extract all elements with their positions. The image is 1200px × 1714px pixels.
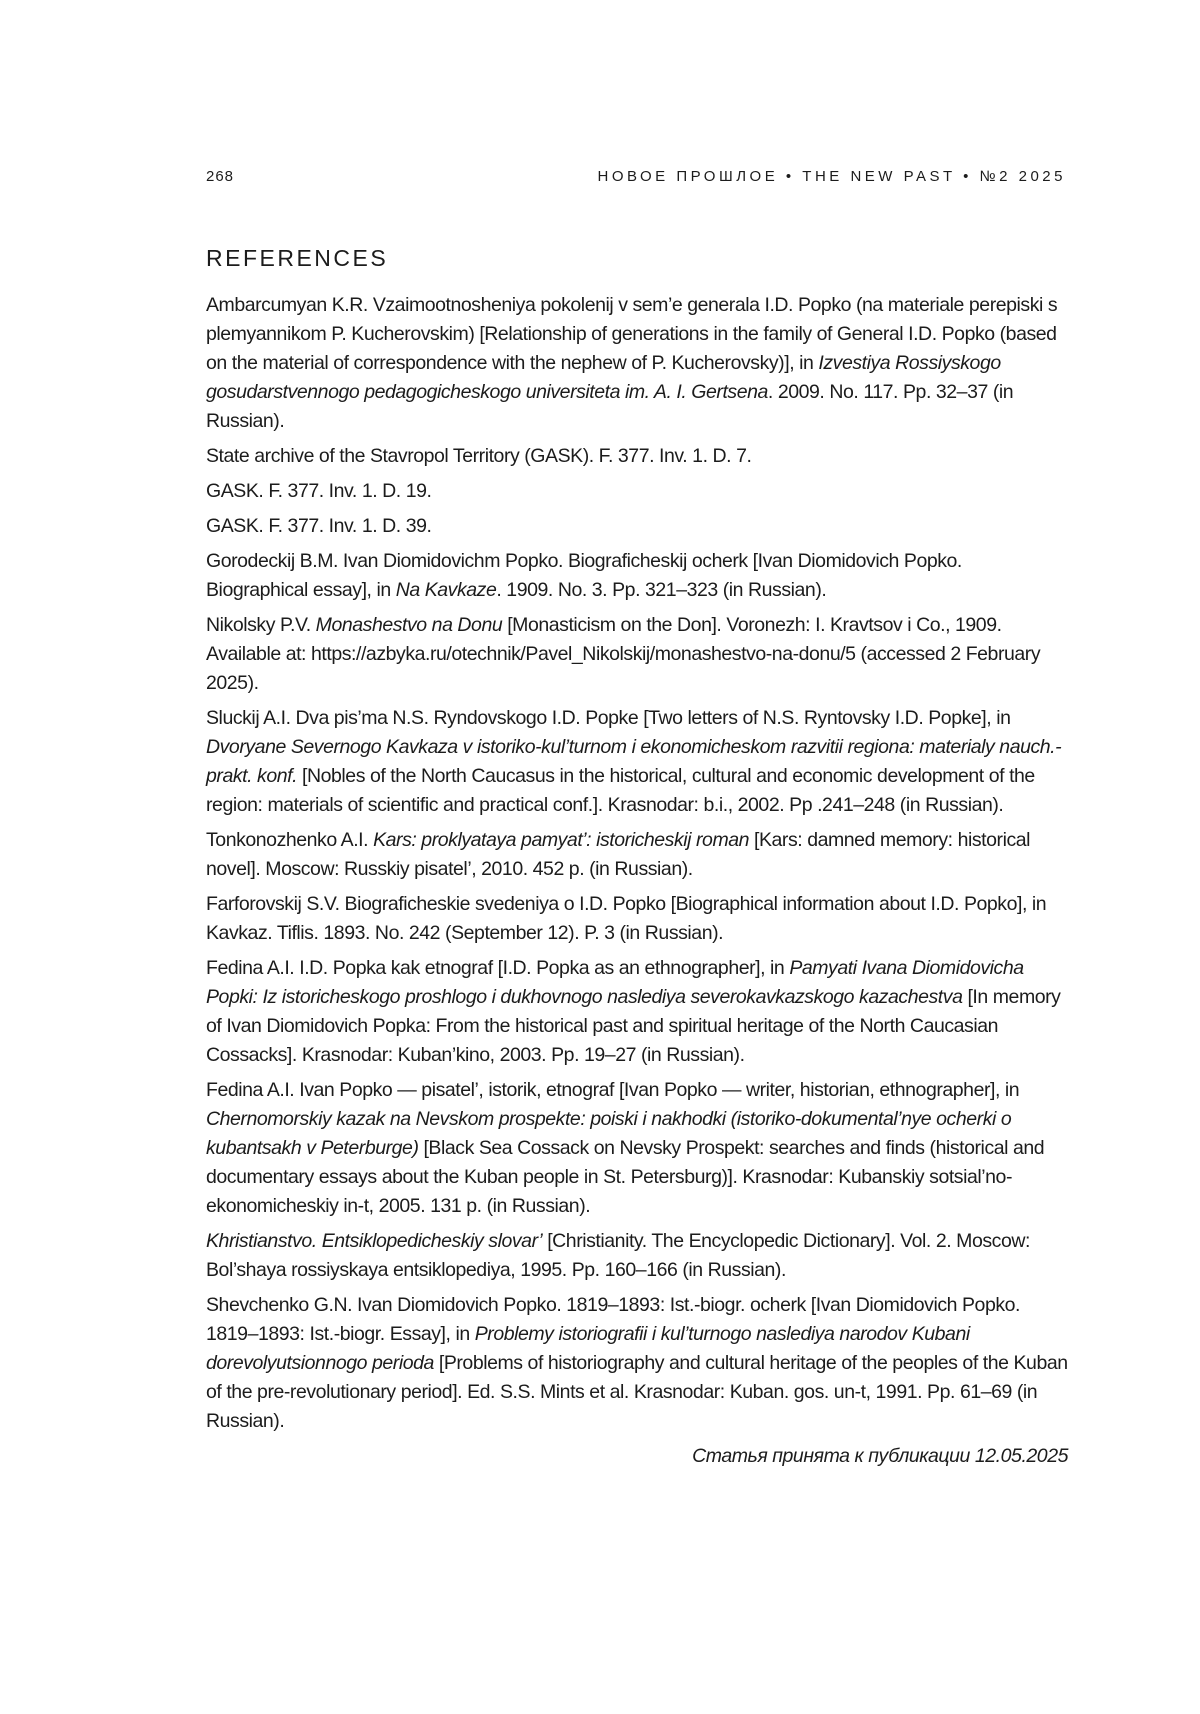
- reference-text: Nikolsky P.V.: [206, 614, 316, 636]
- reference-entry: [206, 442, 1068, 471]
- reference-text: GASK. F. 377. Inv. 1. D. 19.: [206, 480, 432, 502]
- page-number: 268: [206, 168, 235, 185]
- reference-entry: [206, 1076, 1068, 1221]
- journal-title: НОВОЕ ПРОШЛОЕ • THE NEW PAST • №2 2025: [597, 168, 1066, 185]
- reference-text: . 2009. No. 117. Pp. 32–37 (in Russian).: [206, 381, 1014, 432]
- reference-entry: [206, 1291, 1068, 1436]
- reference-text: Sluckij A.I. Dva pis’ma N.S. Ryndovskogo I.D. Popke [Two letters of N.S. Ryntovsky I.D. Popke], in: [206, 707, 1011, 729]
- reference-title-italic: Pamyati Ivana Diomidovicha Popki: Iz istoricheskogo proshlogo i dukhovnogo naslediya severokavkazskogo kazachestva: [206, 957, 1024, 1008]
- reference-text: [Nobles of the North Caucasus in the historical, cultural and economic development of the region: materials of scientific and practical conf.]. Krasnodar: b.i., 2002. Pp .241–248 (in Russian).: [206, 765, 1035, 816]
- reference-title-italic: Kars: proklyataya pamyat’: istoricheskij roman: [373, 829, 750, 851]
- reference-text: Farforovskij S.V. Biograficheskie svedeniya o I.D. Popko [Biographical information about I.D. Popko], in Kavkaz. Tiflis. 1893. No. 242 (September 12). P. 3 (in Russian).: [206, 893, 1047, 944]
- reference-entry: [206, 1227, 1068, 1285]
- running-header: [206, 168, 1066, 185]
- reference-title-italic: Dvoryane Severnogo Kavkaza v istoriko-kul’turnom i ekonomicheskom razvitii regiona: materialy nauch.-prakt. konf.: [206, 736, 1062, 787]
- reference-text: GASK. F. 377. Inv. 1. D. 39.: [206, 515, 432, 537]
- reference-title-italic: Na Kavkaze: [395, 579, 497, 601]
- reference-title-italic: Problemy istoriografii i kul’turnogo naslediya narodov Kubani dorevolyutsionnogo perioda: [206, 1323, 970, 1374]
- reference-text: [Christianity. The Encyclopedic Dictionary]. Vol. 2. Moscow: Bol’shaya rossiyskaya entsiklopediya, 1995. Pp. 160–166 (in Russian).: [206, 1230, 1030, 1281]
- section-title: REFERENCES: [206, 245, 389, 271]
- reference-text: State archive of the Stavropol Territory (GASK). F. 377. Inv. 1. D. 7.: [206, 445, 752, 467]
- reference-entry: [206, 512, 1068, 541]
- reference-entry: [206, 477, 1068, 506]
- reference-text: Shevchenko G.N. Ivan Diomidovich Popko. 1819–1893: Ist.-biogr. ocherk [Ivan Diomidovich Popko. 1819–1893: Ist.-biogr. Essay], in: [206, 1294, 1020, 1345]
- reference-entry: [206, 611, 1068, 698]
- reference-list: [206, 291, 1068, 1471]
- reference-title-italic: Monashestvo na Donu: [315, 614, 503, 636]
- reference-entry: [206, 547, 1068, 605]
- reference-entry: [206, 704, 1068, 820]
- reference-title-italic: Khristianstvo. Entsiklopedicheskiy slovar’: [206, 1230, 543, 1252]
- reference-text: . 1909. No. 3. Pp. 321–323 (in Russian).: [496, 579, 827, 601]
- reference-entry: [206, 954, 1068, 1070]
- reference-entry: [206, 890, 1068, 948]
- reference-text: [Kars: damned memory: historical novel]. Moscow: Russkiy pisatel’, 2010. 452 p. (in Russian).: [206, 829, 1031, 880]
- reference-entry: [206, 826, 1068, 884]
- reference-text: [Monasticism on the Don]. Voronezh: I. Kravtsov i Co., 1909. Available at: https://azbyka.ru/otechnik/Pavel_Nikolskij/monashestvo-na-donu/5 (accessed 2 February 2025).: [206, 614, 1041, 694]
- reference-text: Tonkonozhenko A.I.: [206, 829, 374, 851]
- reference-text: Fedina A.I. Ivan Popko — pisatel’, istorik, etnograf [Ivan Popko — writer, historian, ethnographer], in: [206, 1079, 1020, 1101]
- reference-text: Gorodeckij B.M. Ivan Diomidovichm Popko. Biograficheskij ocherk [Ivan Diomidovich Popko. Biographical essay], in: [206, 550, 962, 601]
- reference-text: [Black Sea Cossack on Nevsky Prospekt: searches and finds (historical and documentary essays about the Kuban people in St. Petersburg)]. Krasnodar: Kubanskiy sotsial’no-ekonomicheskiy in-t, 2005. 131 p. (in Russian).: [206, 1137, 1045, 1217]
- reference-text: [Problems of historiography and cultural heritage of the peoples of the Kuban of the pre-revolutionary period]. Ed. S.S. Mints et al. Krasnodar: Kuban. gos. un-t, 1991. Pp. 61–69 (in Russian).: [206, 1352, 1068, 1432]
- reference-text: [In memory of Ivan Diomidovich Popka: From the historical past and spiritual heritage of the North Caucasian Cossacks]. Krasnodar: Kuban’kino, 2003. Pp. 19–27 (in Russian).: [206, 986, 1061, 1066]
- reference-entry: [206, 291, 1068, 436]
- reference-text: Ambarcumyan K.R. Vzaimootnosheniya pokolenij v sem’e generala I.D. Popko (na materiale perepiski s plemyannikom P. Kucherovskim) [Relationship of generations in the family of General I.D. Popko (based on the material of correspondence with the nephew of P. Kucherovsky)], in: [206, 294, 1058, 374]
- acceptance-note: Статья принята к публикации 12.05.2025: [692, 1445, 1068, 1467]
- reference-title-italic: Izvestiya Rossiyskogo gosudarstvennogo pedagogicheskogo universiteta im. A. I. Gertsena: [206, 352, 1001, 403]
- reference-title-italic: Chernomorskiy kazak na Nevskom prospekte: poiski i nakhodki (istoriko-dokumental’nye ocherki o kubantsakh v Peterburge): [206, 1108, 1012, 1159]
- reference-text: Fedina A.I. I.D. Popka kak etnograf [I.D. Popka as an ethnographer], in: [206, 957, 790, 979]
